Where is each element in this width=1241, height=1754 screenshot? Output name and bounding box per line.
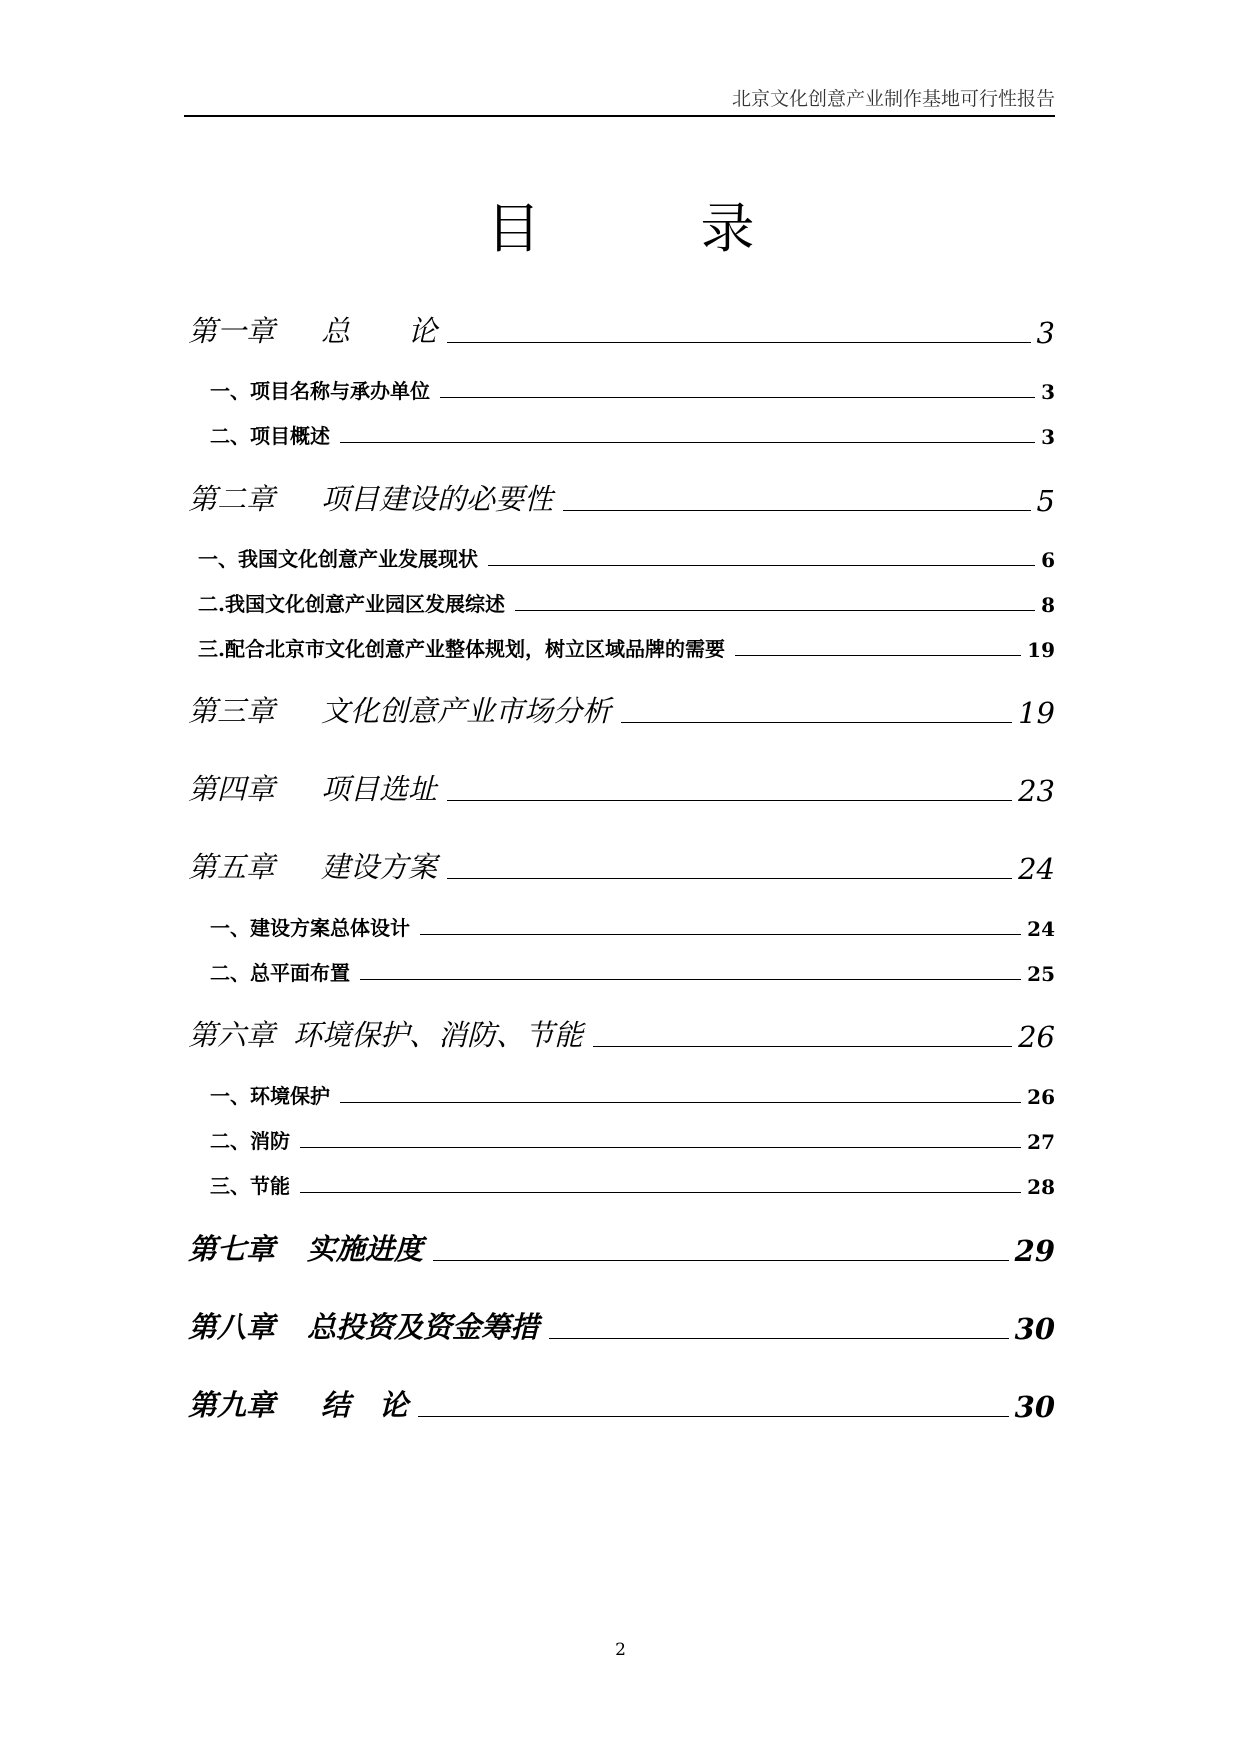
dot-leader — [420, 934, 1021, 935]
dot-leader — [549, 1338, 1009, 1339]
running-header: 北京文化创意产业制作基地可行性报告 — [731, 88, 1055, 110]
toc-section-2-3[interactable] — [198, 634, 1055, 662]
page-number: 27 — [1027, 1130, 1055, 1154]
toc-chapter-5[interactable] — [188, 846, 1055, 886]
toc-section-2-1[interactable] — [198, 544, 1055, 572]
dot-leader — [515, 610, 1035, 611]
chapter-title: 文化创意产业市场分析 — [321, 694, 612, 728]
dot-leader — [300, 1192, 1021, 1193]
toc-chapter-3[interactable] — [188, 690, 1055, 730]
toc-section-5-2[interactable] — [210, 958, 1055, 986]
page-number: 3 — [1036, 316, 1055, 350]
dot-leader — [563, 510, 1031, 511]
page-number-footer: 2 — [615, 1640, 626, 1660]
chapter-title: 结 论 — [321, 1388, 409, 1422]
toc-section-6-2[interactable] — [210, 1126, 1055, 1154]
chapter-number: 第九章 — [188, 1388, 276, 1422]
page-number: 8 — [1041, 593, 1055, 617]
header-rule — [184, 115, 1055, 117]
toc-title: 目录 — [486, 197, 915, 261]
toc-section-5-1[interactable] — [210, 913, 1055, 941]
section-title: 二、总平面布置 — [210, 961, 350, 985]
toc-chapter-7[interactable] — [188, 1228, 1055, 1268]
page-number: 30 — [1014, 1390, 1055, 1424]
chapter-title: 项目选址 — [321, 772, 438, 806]
chapter-number: 第四章 — [188, 772, 276, 806]
section-title: 一、环境保护 — [210, 1084, 330, 1108]
toc-section-1-1[interactable] — [210, 376, 1055, 404]
chapter-number: 第三章 — [188, 694, 276, 728]
chapter-number: 第二章 — [188, 482, 276, 516]
section-title: 一、我国文化创意产业发展现状 — [198, 547, 478, 571]
dot-leader — [447, 342, 1031, 343]
section-title: 一、项目名称与承办单位 — [210, 379, 430, 403]
dot-leader — [300, 1147, 1021, 1148]
page-number: 19 — [1027, 638, 1055, 662]
page-number: 19 — [1018, 696, 1055, 730]
toc-chapter-6[interactable] — [188, 1014, 1055, 1054]
dot-leader — [488, 565, 1035, 566]
page-number: 29 — [1014, 1234, 1055, 1268]
dot-leader — [735, 655, 1021, 656]
toc-chapter-2[interactable] — [188, 478, 1055, 518]
chapter-title: 环境保护、消防、节能 — [293, 1018, 584, 1052]
page-number: 3 — [1041, 380, 1055, 404]
dot-leader — [621, 722, 1012, 723]
dot-leader — [418, 1416, 1009, 1417]
chapter-number: 第八章 — [188, 1310, 276, 1344]
chapter-number: 第七章 — [188, 1232, 276, 1266]
page-number: 26 — [1018, 1020, 1055, 1054]
chapter-title: 项目建设的必要性 — [321, 482, 554, 516]
toc-chapter-1[interactable] — [188, 310, 1055, 350]
page-number: 24 — [1027, 917, 1055, 941]
toc-chapter-4[interactable] — [188, 768, 1055, 808]
dot-leader — [360, 979, 1021, 980]
section-title: 三、节能 — [210, 1174, 290, 1198]
section-title: 二.我国文化创意产业园区发展综述 — [198, 592, 505, 616]
page-number: 30 — [1014, 1312, 1055, 1346]
dot-leader — [447, 878, 1012, 879]
dot-leader — [440, 397, 1035, 398]
chapter-number: 第五章 — [188, 850, 276, 884]
toc-section-1-2[interactable] — [210, 421, 1055, 449]
section-title: 二、项目概述 — [210, 424, 330, 448]
page-number: 26 — [1027, 1085, 1055, 1109]
section-title: 一、建设方案总体设计 — [210, 916, 410, 940]
toc-section-2-2[interactable] — [198, 589, 1055, 617]
toc-chapter-9[interactable] — [188, 1384, 1055, 1424]
page-number: 6 — [1041, 548, 1055, 572]
toc-section-6-3[interactable] — [210, 1171, 1055, 1199]
page-number: 25 — [1027, 962, 1055, 986]
page-number: 23 — [1018, 774, 1055, 808]
chapter-title: 总投资及资金筹措 — [307, 1310, 540, 1344]
dot-leader — [340, 1102, 1021, 1103]
dot-leader — [340, 442, 1035, 443]
page-number: 28 — [1027, 1175, 1055, 1199]
chapter-title: 建设方案 — [321, 850, 438, 884]
dot-leader — [593, 1046, 1012, 1047]
chapter-number: 第六章 — [188, 1018, 276, 1052]
page-number: 5 — [1036, 484, 1055, 518]
dot-leader — [447, 800, 1012, 801]
section-title: 三.配合北京市文化创意产业整体规划，树立区域品牌的需要 — [198, 637, 725, 661]
chapter-title: 实施进度 — [307, 1232, 424, 1266]
section-title: 二、消防 — [210, 1129, 290, 1153]
chapter-number: 第一章 — [188, 314, 276, 348]
toc-chapter-8[interactable] — [188, 1306, 1055, 1346]
toc-section-6-1[interactable] — [210, 1081, 1055, 1109]
dot-leader — [433, 1260, 1009, 1261]
chapter-title: 总 论 — [321, 314, 438, 348]
page-number: 3 — [1041, 425, 1055, 449]
page-number: 24 — [1018, 852, 1055, 886]
